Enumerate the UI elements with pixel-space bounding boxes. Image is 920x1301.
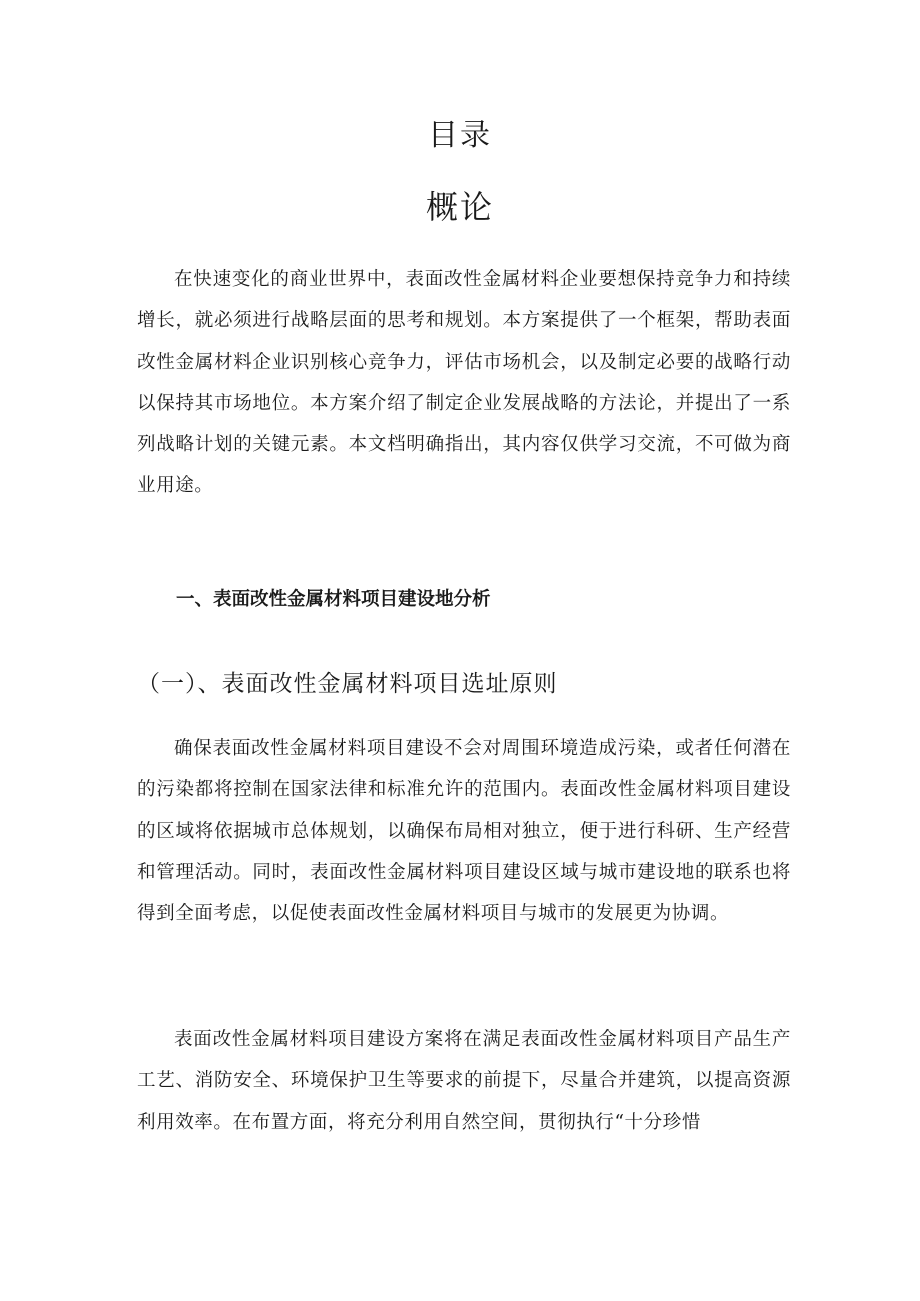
- subsection-heading: （一）、表面改性金属材料项目选址原则: [137, 671, 558, 697]
- intro-paragraph: 在快速变化的商业世界中，表面改性金属材料企业要想保持竞争力和持续增长，就必须进行战略层面的思考和规划。本方案提供了一个框架，帮助表面改性金属材料企业识别核心竞争力，评估市场机会，以及制定必要的战略行动以保持其市场地位。本方案介绍了制定企业发展战略的方法论，并提出了一系列战略计划的关键元素。本文档明确指出，其内容仅供学习交流，不可做为商业用途。: [137, 269, 791, 497]
- body-paragraph: 表面改性金属材料项目建设方案将在满足表面改性金属材料项目产品生产工艺、消防安全、环境保护卫生等要求的前提下，尽量合并建筑，以提高资源利用效率。在布置方面，将充分利用自然空间，贯彻执行“十分珍惜: [137, 1029, 791, 1133]
- intro-title: 概论: [425, 188, 494, 226]
- toc-title: 目录: [428, 118, 492, 153]
- body-paragraph: 确保表面改性金属材料项目建设不会对周围环境造成污染，或者任何潜在的污染都将控制在国家法律和标准允许的范围内。表面改性金属材料项目建设的区域将依据城市总体规划，以确保布局相对独立，便于进行科研、生产经营和管理活动。同时，表面改性金属材料项目建设区域与城市建设地的联系也将得到全面考虑，以促使表面改性金属材料项目与城市的发展更为协调。: [137, 738, 791, 925]
- section-heading: 一、表面改性金属材料项目建设地分析: [176, 589, 491, 610]
